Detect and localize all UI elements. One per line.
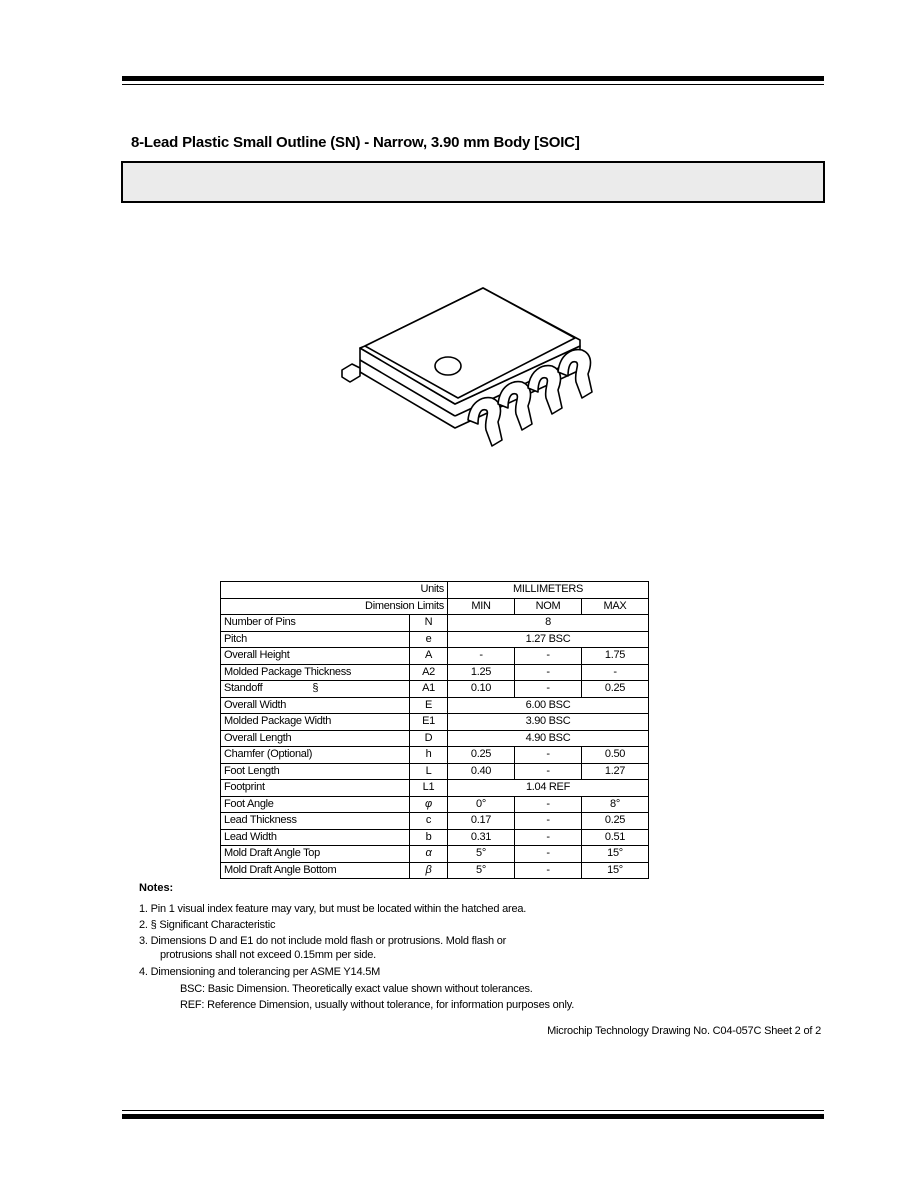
top-rule-thick: [122, 76, 824, 81]
table-row: [221, 796, 649, 813]
row-symbol: L: [410, 763, 448, 780]
bottom-rule-thick: [122, 1114, 824, 1119]
lead-3: [528, 366, 562, 414]
significant-characteristic-mark: §: [312, 682, 319, 695]
row-name: Pitch: [221, 631, 410, 648]
row-name: Overall Length: [221, 730, 410, 747]
notes-heading: Notes:: [139, 882, 174, 894]
row-symbol: L1: [410, 780, 448, 797]
units-label: Units: [221, 582, 448, 599]
row-min: 0.25: [448, 747, 515, 764]
col-min: MIN: [448, 598, 515, 615]
row-nom: -: [515, 763, 582, 780]
row-symbol: A1: [410, 681, 448, 698]
row-max: -: [582, 664, 649, 681]
col-max: MAX: [582, 598, 649, 615]
row-min: 1.25: [448, 664, 515, 681]
row-min: -: [448, 648, 515, 665]
row-nom: -: [515, 747, 582, 764]
row-value: 1.04 REF: [448, 780, 649, 797]
note-4: 4. Dimensioning and tolerancing per ASME Y14.5M: [139, 966, 381, 978]
row-max: 8°: [582, 796, 649, 813]
table-row: [221, 664, 649, 681]
note-3-line-2: protrusions shall not exceed 0.15mm per side.: [160, 949, 377, 961]
row-name: Number of Pins: [221, 615, 410, 632]
row-symbol: β: [410, 862, 448, 879]
row-name: Foot Angle: [221, 796, 410, 813]
table-row: [221, 829, 649, 846]
dimensions-table: [220, 581, 649, 879]
row-min: 0.40: [448, 763, 515, 780]
row-max: 15°: [582, 846, 649, 863]
table-row: [221, 714, 649, 731]
note-ref: REF: Reference Dimension, usually without tolerance, for information purposes only.: [180, 999, 575, 1011]
row-symbol: h: [410, 747, 448, 764]
row-name: Lead Width: [221, 829, 410, 846]
row-symbol: A: [410, 648, 448, 665]
row-name: Standoff: [224, 682, 263, 695]
col-nom: NOM: [515, 598, 582, 615]
row-min: 0.31: [448, 829, 515, 846]
row-value: 4.90 BSC: [448, 730, 649, 747]
bottom-rule-thin: [122, 1110, 824, 1111]
row-symbol: D: [410, 730, 448, 747]
lead-4: [558, 350, 592, 398]
page-title: 8-Lead Plastic Small Outline (SN) - Narrow, 3.90 mm Body [SOIC]: [131, 134, 580, 151]
table-row: [221, 648, 649, 665]
table-row: [221, 862, 649, 879]
row-symbol: E1: [410, 714, 448, 731]
row-max: 0.25: [582, 681, 649, 698]
table-row: [221, 763, 649, 780]
row-name: Molded Package Width: [221, 714, 410, 731]
row-name: Molded Package Thickness: [221, 664, 410, 681]
row-min: 0.10: [448, 681, 515, 698]
row-name: Footprint: [221, 780, 410, 797]
table-row: [221, 681, 649, 698]
table-row: [221, 780, 649, 797]
row-name: Overall Width: [221, 697, 410, 714]
table-header-units: [221, 582, 649, 599]
units-value: MILLIMETERS: [448, 582, 649, 599]
row-nom: -: [515, 813, 582, 830]
table-row: [221, 615, 649, 632]
note-bsc: BSC: Basic Dimension. Theoretically exact value shown without tolerances.: [180, 983, 533, 995]
row-name: Chamfer (Optional): [221, 747, 410, 764]
row-symbol: E: [410, 697, 448, 714]
row-nom: -: [515, 648, 582, 665]
note-box: [121, 161, 825, 203]
row-max: 0.51: [582, 829, 649, 846]
row-nom: -: [515, 862, 582, 879]
row-name: Overall Height: [221, 648, 410, 665]
row-symbol: φ: [410, 796, 448, 813]
note-3-line-1: 3. Dimensions D and E1 do not include mold flash or protrusions. Mold flash or: [139, 935, 507, 947]
note-2: 2. § Significant Characteristic: [139, 919, 276, 931]
row-nom: -: [515, 664, 582, 681]
row-name: Mold Draft Angle Bottom: [221, 862, 410, 879]
row-name: Lead Thickness: [221, 813, 410, 830]
row-nom: -: [515, 796, 582, 813]
row-symbol: b: [410, 829, 448, 846]
lead-1: [468, 398, 502, 446]
row-name-with-section: [221, 681, 410, 698]
top-rule-thin: [122, 84, 824, 85]
row-nom: -: [515, 829, 582, 846]
lead-2: [498, 382, 532, 430]
row-nom: -: [515, 681, 582, 698]
row-max: 15°: [582, 862, 649, 879]
row-min: 0°: [448, 796, 515, 813]
row-name: Foot Length: [221, 763, 410, 780]
note-1: 1. Pin 1 visual index feature may vary, but must be located within the hatched area.: [139, 903, 527, 915]
table-row: [221, 697, 649, 714]
row-name: Mold Draft Angle Top: [221, 846, 410, 863]
row-min: 5°: [448, 846, 515, 863]
row-nom: -: [515, 846, 582, 863]
table-row: [221, 631, 649, 648]
row-symbol: A2: [410, 664, 448, 681]
table-row: [221, 730, 649, 747]
row-symbol: c: [410, 813, 448, 830]
row-symbol: α: [410, 846, 448, 863]
table-row: [221, 747, 649, 764]
row-max: 1.75: [582, 648, 649, 665]
row-max: 0.25: [582, 813, 649, 830]
drawing-number-caption: Microchip Technology Drawing No. C04-057C Sheet 2 of 2: [547, 1025, 821, 1037]
soic-package-drawing: [330, 280, 600, 460]
row-min: 0.17: [448, 813, 515, 830]
limits-label: Dimension Limits: [221, 598, 448, 615]
row-value: 6.00 BSC: [448, 697, 649, 714]
row-min: 5°: [448, 862, 515, 879]
row-value: 1.27 BSC: [448, 631, 649, 648]
row-symbol: N: [410, 615, 448, 632]
row-value: 8: [448, 615, 649, 632]
row-value: 3.90 BSC: [448, 714, 649, 731]
table-row: [221, 813, 649, 830]
row-symbol: e: [410, 631, 448, 648]
table-row: [221, 846, 649, 863]
table-header-limits: [221, 598, 649, 615]
row-max: 0.50: [582, 747, 649, 764]
row-max: 1.27: [582, 763, 649, 780]
